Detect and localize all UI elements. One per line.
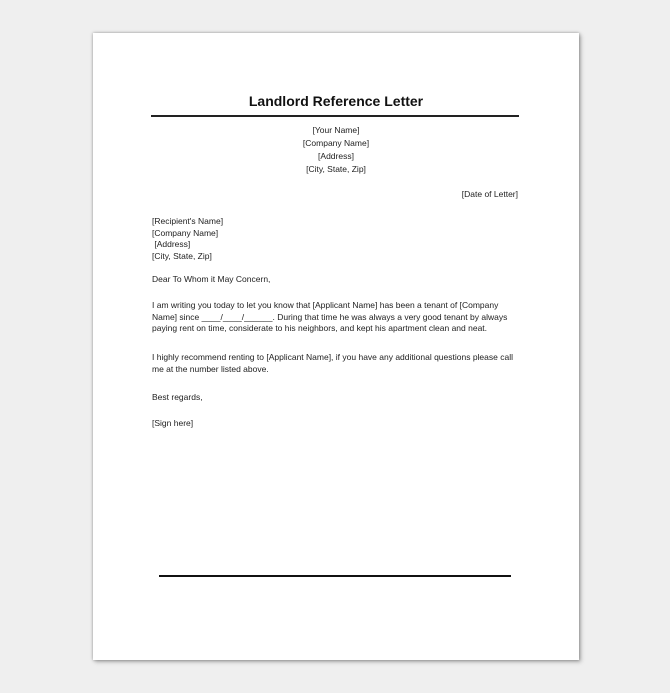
body-paragraph-1: I am writing you today to let you know that [Applicant Name] has been a tenant of [Company Name] since ____/____/______. During that time he was always a very good tenant by always paying rent on time, considerate to his neighbors, and kept his apartment clean and neat. xyxy=(152,300,508,334)
signature-placeholder: [Sign here] xyxy=(152,418,194,428)
recipient-name: [Recipient's Name] xyxy=(152,216,224,226)
letter-page xyxy=(93,33,579,660)
sender-address: [Address] xyxy=(318,151,354,161)
recipient-city-state-zip: [City, State, Zip] xyxy=(152,251,212,262)
sender-company: [Company Name] xyxy=(302,138,370,148)
recipient-address: [Address] xyxy=(152,239,191,250)
letter-title: Landlord Reference Letter xyxy=(248,93,424,109)
body-paragraph-2: I highly recommend renting to [Applicant Name], if you have any additional questions please call me at the number listed above. xyxy=(152,352,513,374)
sender-city-state-zip: [City, State, Zip] xyxy=(306,164,366,174)
sender-block xyxy=(93,124,579,176)
recipient-block xyxy=(152,216,514,263)
letter-date: [Date of Letter] xyxy=(461,189,518,199)
greeting: Dear To Whom it May Concern, xyxy=(152,274,271,284)
closing: Best regards, xyxy=(152,392,203,402)
signature-line xyxy=(159,575,511,577)
sender-name: [Your Name] xyxy=(312,125,360,135)
recipient-company: [Company Name] xyxy=(152,227,219,238)
title-divider xyxy=(151,115,519,117)
